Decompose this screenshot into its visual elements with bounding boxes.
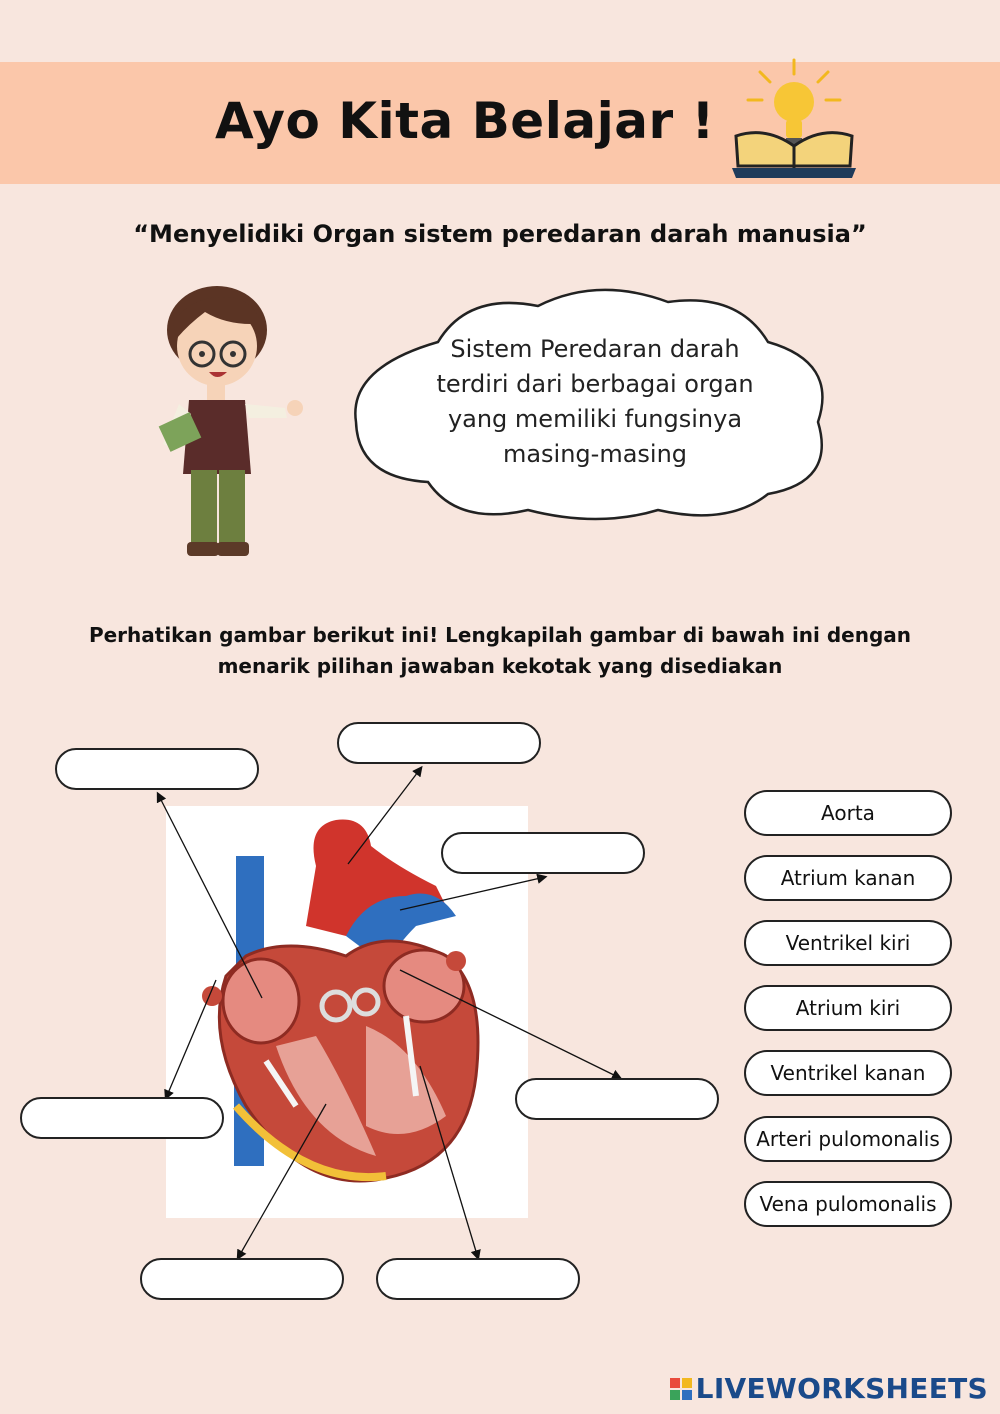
answer-drop-box[interactable]: [55, 748, 259, 790]
speech-text: [420, 332, 770, 472]
answer-drop-box[interactable]: [20, 1097, 224, 1139]
answer-drop-box[interactable]: [337, 722, 541, 764]
instruction-line: menarik pilihan jawaban kekotak yang disediakan: [217, 654, 783, 678]
student-illustration: [155, 284, 325, 564]
answer-drop-box[interactable]: [515, 1078, 719, 1120]
lightbulb-book-icon: [728, 56, 860, 186]
choice-ventrikel-kanan[interactable]: Ventrikel kanan: [744, 1050, 952, 1096]
choice-ventrikel-kiri[interactable]: Ventrikel kiri: [744, 920, 952, 966]
subtitle: “Menyelidiki Organ sistem peredaran darah manusia”: [133, 220, 867, 248]
speech-line: Sistem Peredaran darah: [450, 335, 740, 363]
speech-line: masing-masing: [502, 440, 688, 468]
instruction-text: [60, 620, 940, 682]
answer-drop-box[interactable]: [376, 1258, 580, 1300]
page-title: Ayo Kita Belajar !: [215, 92, 715, 150]
speech-line: terdiri dari berbagai organ: [436, 370, 754, 398]
choice-vena-pulomonalis[interactable]: Vena pulomonalis: [744, 1181, 952, 1227]
choice-atrium-kanan[interactable]: Atrium kanan: [744, 855, 952, 901]
choice-arteri-pulomonalis[interactable]: Arteri pulomonalis: [744, 1116, 952, 1162]
choice-atrium-kiri[interactable]: Atrium kiri: [744, 985, 952, 1031]
liveworksheets-logo-icon: [670, 1378, 692, 1400]
instruction-line: Perhatikan gambar berikut ini! Lengkapilah gambar di bawah ini dengan: [88, 623, 912, 647]
answer-drop-box[interactable]: [140, 1258, 344, 1300]
speech-line: yang memiliki fungsinya: [447, 405, 743, 433]
liveworksheets-brand[interactable]: [670, 1372, 988, 1405]
choice-aorta[interactable]: Aorta: [744, 790, 952, 836]
brand-name: LIVEWORKSHEETS: [695, 1372, 988, 1405]
answer-drop-box[interactable]: [441, 832, 645, 874]
